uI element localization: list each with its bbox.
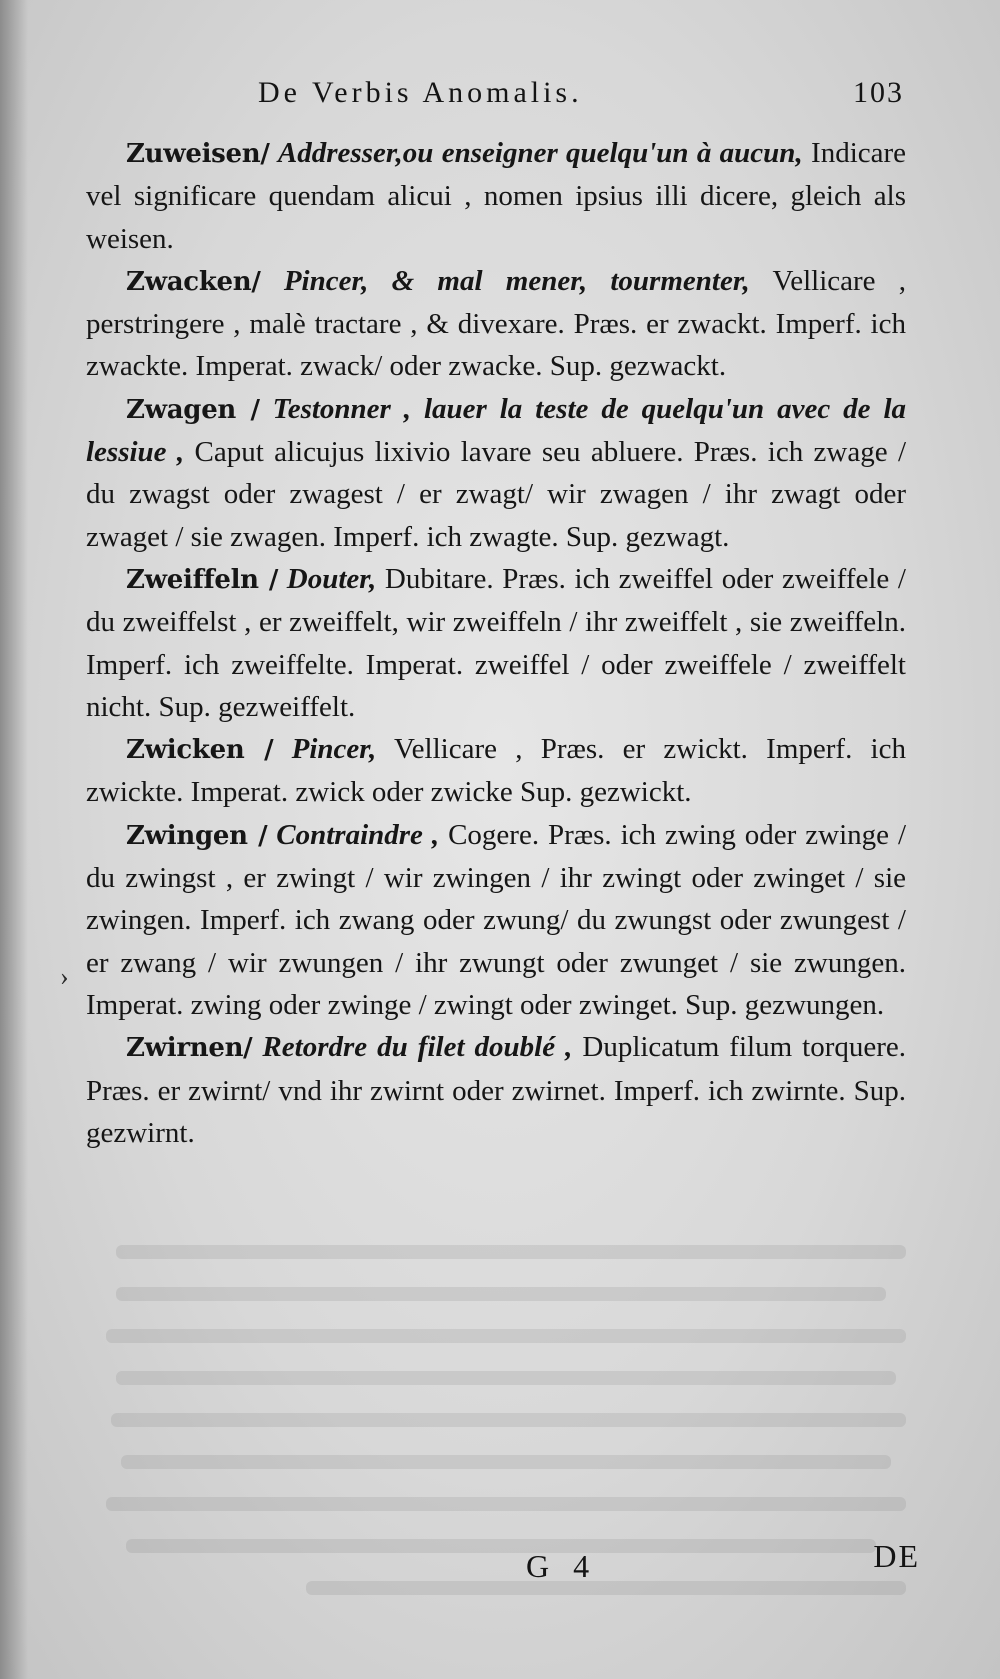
dictionary-entry	[86, 1026, 906, 1154]
entry-latin-and-conjugation: Vellicare , perstringere , malè tractare , & divexare. Præs. er zwackt. Imperf. ich zwackte. Imperat. zwack/ oder zwacke. Sup. gezwackt.	[86, 264, 907, 383]
entry-headword: Zwingen /	[126, 820, 268, 851]
dictionary-entry	[86, 728, 906, 814]
page-number: 103	[853, 76, 904, 109]
entry-french-gloss: Pincer, & mal mener, tourmenter,	[283, 264, 750, 297]
catchword: DE	[873, 1538, 920, 1574]
entry-latin-and-conjugation: Vellicare , Præs. er zwickt. Imperf. ich zwickte. Imperat. zwick oder zwicke Sup. gezwickt.	[86, 733, 906, 809]
entry-french-gloss: Testonner , lauer la teste de quelqu'un avec de la lessiue ,	[86, 392, 907, 469]
entry-french-gloss: Douter,	[286, 562, 377, 595]
entry-headword: Zwagen /	[126, 394, 260, 425]
entry-headword: Zwicken /	[126, 735, 274, 766]
entry-latin-and-conjugation: Duplicatum filum torquere. Præs. er zwirnt/ vnd ihr zwirnt oder zwirnet. Imperf. ich zwirnte. Sup. gezwirnt.	[86, 1031, 907, 1149]
dictionary-entry	[86, 814, 906, 1026]
entry-headword: Zweiffeln /	[126, 564, 279, 595]
dictionary-body	[86, 132, 906, 1154]
signature-mark: G 4	[526, 1548, 598, 1584]
entry-latin-and-conjugation: Dubitare. Præs. ich zweiffel oder zweiffele / du zweiffelst , er zweiffelt, wir zweiffeln / ihr zweiffelt , sie zweiffeln. Imperf. ich zweiffelte. Imperat. zweiffel / oder zweiffele / zweiffelt nicht. Sup. gezweiffelt.	[86, 562, 906, 723]
running-title: De Verbis Anomalis.	[258, 76, 583, 109]
entry-headword: Zwirnen/	[126, 1033, 253, 1064]
entry-latin-and-conjugation: Caput alicujus lixivio lavare seu abluere. Præs. ich zwage / du zwagst oder zwagest / er zwagt/ wir zwagen / ihr zwagt oder zwaget / sie zwagen. Imperf. ich zwagte. Sup. gezwagt.	[86, 436, 907, 553]
entry-latin-and-conjugation: Indicare vel significare quendam alicui , nomen ipsius illi dicere, gleich als weisen.	[86, 137, 907, 255]
entry-french-gloss: Pincer,	[291, 733, 377, 766]
entry-latin-and-conjugation: Cogere. Præs. ich zwing oder zwinge / du zwingst , er zwingt / wir zwingen / ihr zwingt oder zwinget / sie zwingen. Imperf. ich zwang oder zwung/ du zwungst oder zwungest / er zwang / wir zwungen / ihr zwungt oder zwunget / sie zwungen. Imperat. zwing oder zwinge / zwingt oder zwinget. Sup. gezwungen.	[86, 818, 907, 1021]
entry-headword: Zuweisen/	[126, 139, 270, 169]
show-through-texture	[86, 1235, 906, 1625]
page-gutter-shadow	[0, 0, 28, 1679]
dictionary-entry	[86, 260, 906, 388]
entry-french-gloss: Addresser,ou enseigner quelqu'un à aucun,	[277, 137, 803, 169]
margin-mark: ›	[60, 962, 69, 991]
entry-french-gloss: Retordre du filet doublé ,	[262, 1031, 573, 1064]
dictionary-entry	[86, 388, 906, 558]
entry-headword: Zwacken/	[126, 266, 261, 297]
entry-french-gloss: Contraindre ,	[276, 818, 440, 851]
dictionary-entry	[86, 132, 906, 260]
dictionary-entry	[86, 558, 906, 728]
